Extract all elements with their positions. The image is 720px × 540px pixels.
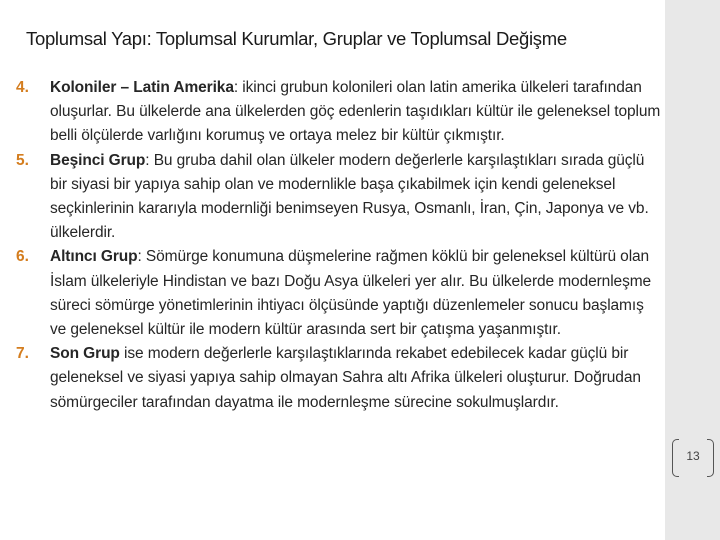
list-body: : Bu gruba dahil olan ülkeler modern değerlerle karşılaştıkları sırada güçlü bir siyasi bir yapıya sahip olan ve modernlikle başa çıkabilmek için kendi geleneksel seçkinlerinin kararıyla modernliği benimseyen Rusya, Osmanlı, İran, Çin, Japonya ve vb. ülkelerdir. [50, 151, 649, 242]
list-text [50, 245, 664, 342]
page-number: 13 [686, 449, 700, 463]
right-bracket-icon [707, 439, 714, 477]
list-number: 6. [16, 248, 29, 266]
list-text [50, 149, 664, 246]
list-text [50, 342, 664, 415]
list-number: 7. [16, 345, 29, 363]
list-text [50, 76, 664, 149]
list-lead: Koloniler – Latin Amerika [50, 79, 234, 96]
list-body: : Sömürge konumuna düşmelerine rağmen köklü bir geleneksel kültürü olan İslam ülkeleriyle Hindistan ve bazı Doğu Asya ülkeleri yer alır. Bu ülkelerde modernleşme süreci sömürge yönetimlerinin ihtiyacı ölçüsünde yaptığı düzenlemeler sonucu başlamış ve geleneksel kültür ile modern kültür arasında sert bir çatışma yaşanmıştır. [50, 248, 652, 339]
list-item [12, 149, 664, 246]
page-number-box [672, 439, 714, 479]
numbered-list [12, 76, 664, 415]
list-lead: Son Grup [50, 345, 120, 363]
list-body: : ikinci grubun kolonileri olan latin amerika ülkeleri tarafından oluşurlar. Bu ülkelerde ana ülkelerden göç edenlerin taşıdıkları kültür ile geleneksel toplum belli ölçülerde varlığını korumuş ve ortaya melez bir kültür çıkmıştır. [50, 79, 661, 145]
list-lead: Beşinci Grup [50, 151, 146, 169]
list-item [12, 245, 664, 342]
slide-title: Toplumsal Yapı: Toplumsal Kurumlar, Gruplar ve Toplumsal Değişme [26, 28, 567, 49]
list-lead: Altıncı Grup [50, 248, 138, 266]
list-number: 5. [16, 151, 29, 169]
list-item [12, 342, 664, 415]
list-body: ise modern değerlerle karşılaştıklarında rekabet edebilecek kadar güçlü bir geleneksel ve siyasi yapıya sahip olmayan Sahra altı Afrika ülkeleri oluşturur. Doğrudan sömürgeciler tarafından dayatma ile modernleşme sürecine sokulmuşlardır. [50, 345, 641, 411]
list-item [12, 76, 664, 149]
list-number: 4. [16, 79, 29, 96]
